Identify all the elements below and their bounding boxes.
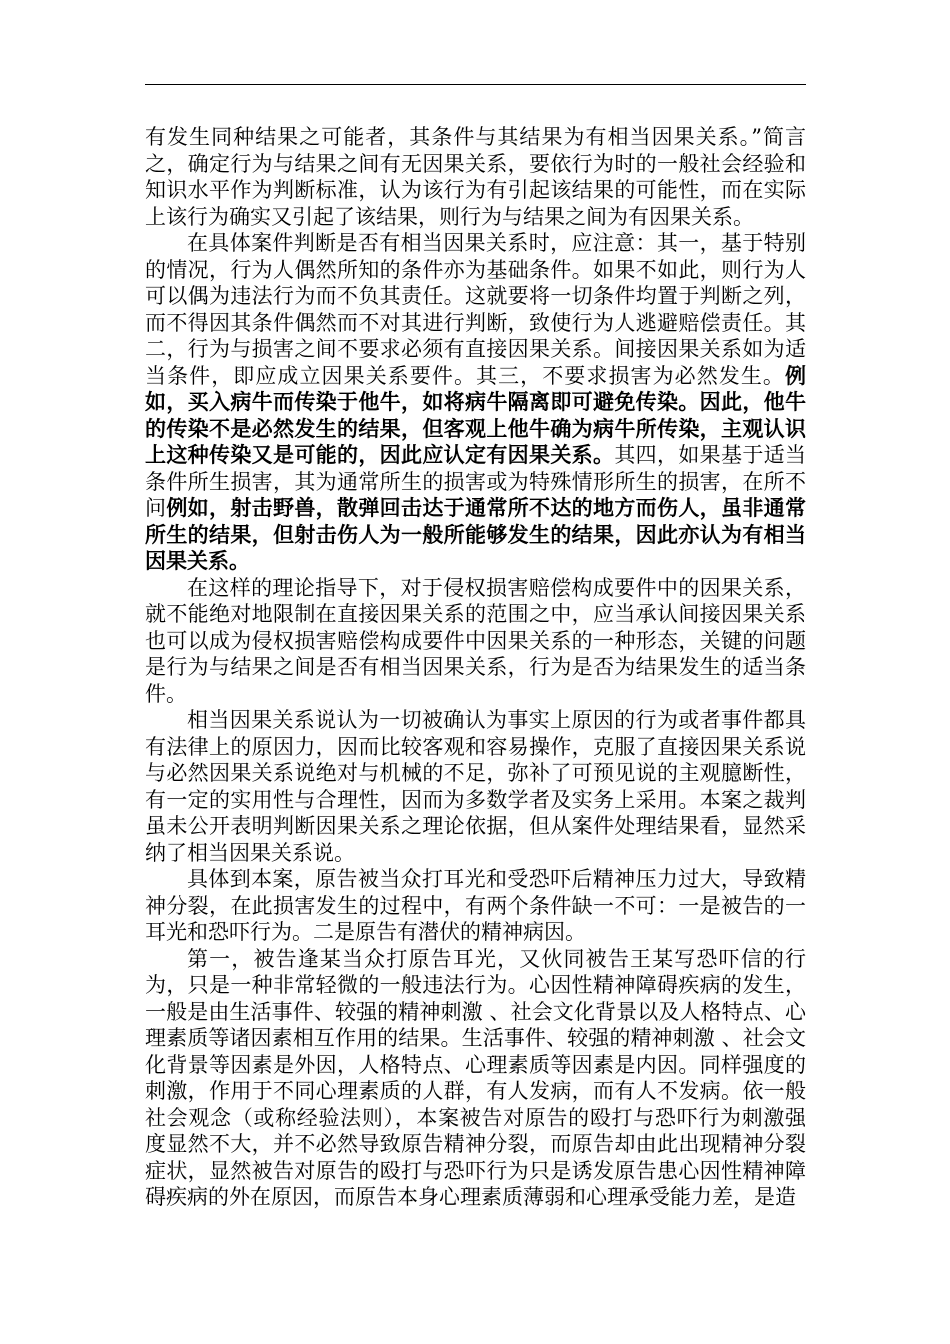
paragraph: [145, 946, 806, 1211]
paragraph: [145, 124, 806, 230]
text-run: 其四，如果基于适当条件所生损害，其为通常所生的损害或为特殊情形所生的损害，在所不问: [145, 443, 807, 520]
text-run: 具体到本案，原告被当众打耳光和受恐吓后精神压力过大，导致精神分裂，在此损害发生的过程中，有两个条件缺一不可：一是被告的一耳光和恐吓行为。二是原告有潜伏的精神病因。: [145, 867, 806, 944]
bold-text-run: 例如，射击野兽，散弹回击达于通常所不达的地方而伤人，虽非通常所生的结果，但射击伤人为一般所能够发生的结果，因此亦认为有相当因果关系。: [145, 495, 807, 573]
bold-text-run: 例如，买入病牛而传染于他牛，如将病牛隔离即可避免传染。因此，他牛的传染不是必然发生的结果，但客观上他牛确为病牛所传染，主观认识上这种传染又是可能的，因此应认定有因果关系。: [145, 362, 806, 467]
text-run: 在具体案件判断是否有相当因果关系时，应注意：其一，基于特别的情况，行为人偶然所知的条件亦为基础条件。如果不如此，则行为人可以偶为违法行为而不负其责任。这就要将一切条件均置于判断之列，而不得因其条件偶然而不对其进行判断，致使行为人逃避赔偿责任。其二，行为与损害之间不要求必须有直接因果关系。间接因果关系如为适当条件，即应成立因果关系要件。其三，不要求损害为必然发生。: [145, 231, 806, 388]
paragraph: [145, 707, 806, 866]
document-body: [145, 124, 806, 1211]
text-run: 在这样的理论指导下，对于侵权损害赔偿构成要件中的因果关系，就不能绝对地限制在直接因果关系的范围之中，应当承认间接因果关系也可以成为侵权损害赔偿构成要件中因果关系的一种形态，关键的问题是行为与结果之间是否有相当因果关系，行为是否为结果发生的适当条件。: [145, 575, 806, 706]
header-rule: [145, 84, 806, 85]
paragraph: [145, 575, 806, 708]
paragraph: [145, 230, 806, 575]
paragraph: [145, 866, 806, 946]
text-run: 第一，被告逢某当众打原告耳光，又伙同被告王某写恐吓信的行为，只是一种非常轻微的一般违法行为。心因性精神障碍疾病的发生，一般是由生活事件、较强的精神刺激 、社会文化背景以及人格特点、心理素质等诸因素相互作用的结果。生活事件、较强的精神刺激 、社会文化背景等因素是外因，人格特点、心理素质等因素是内因。同样强度的刺激，作用于不同心理素质的人群，有人发病，而有人不发病。依一般社会观念（或称经验法则），本案被告对原告的殴打与恐吓行为刺激强度显然不大，并不必然导致原告精神分裂，而原告却由此出现精神分裂症状，显然被告对原告的殴打与恐吓行为只是诱发原告患心因性精神障碍疾病的外在原因，而原告本身心理素质薄弱和心理承受能力差，是造: [145, 946, 806, 1209]
text-run: 相当因果关系说认为一切被确认为事实上原因的行为或者事件都具有法律上的原因力，因而比较客观和容易操作，克服了直接因果关系说与必然因果关系说绝对与机械的不足，弥补了可预见说的主观臆断性，有一定的实用性与合理性，因而为多数学者及实务上采用。本案之裁判虽未公开表明判断因果关系之理论依据，但从案件处理结果看，显然采纳了相当因果关系说。: [145, 708, 806, 865]
text-run: 有发生同种结果之可能者，其条件与其结果为有相当因果关系。”简言之，确定行为与结果之间有无因果关系，要依行为时的一般社会经验和知识水平作为判断标准，认为该行为有引起该结果的可能性，而在实际上该行为确实又引起了该结果，则行为与结果之间为有因果关系。: [145, 125, 806, 229]
